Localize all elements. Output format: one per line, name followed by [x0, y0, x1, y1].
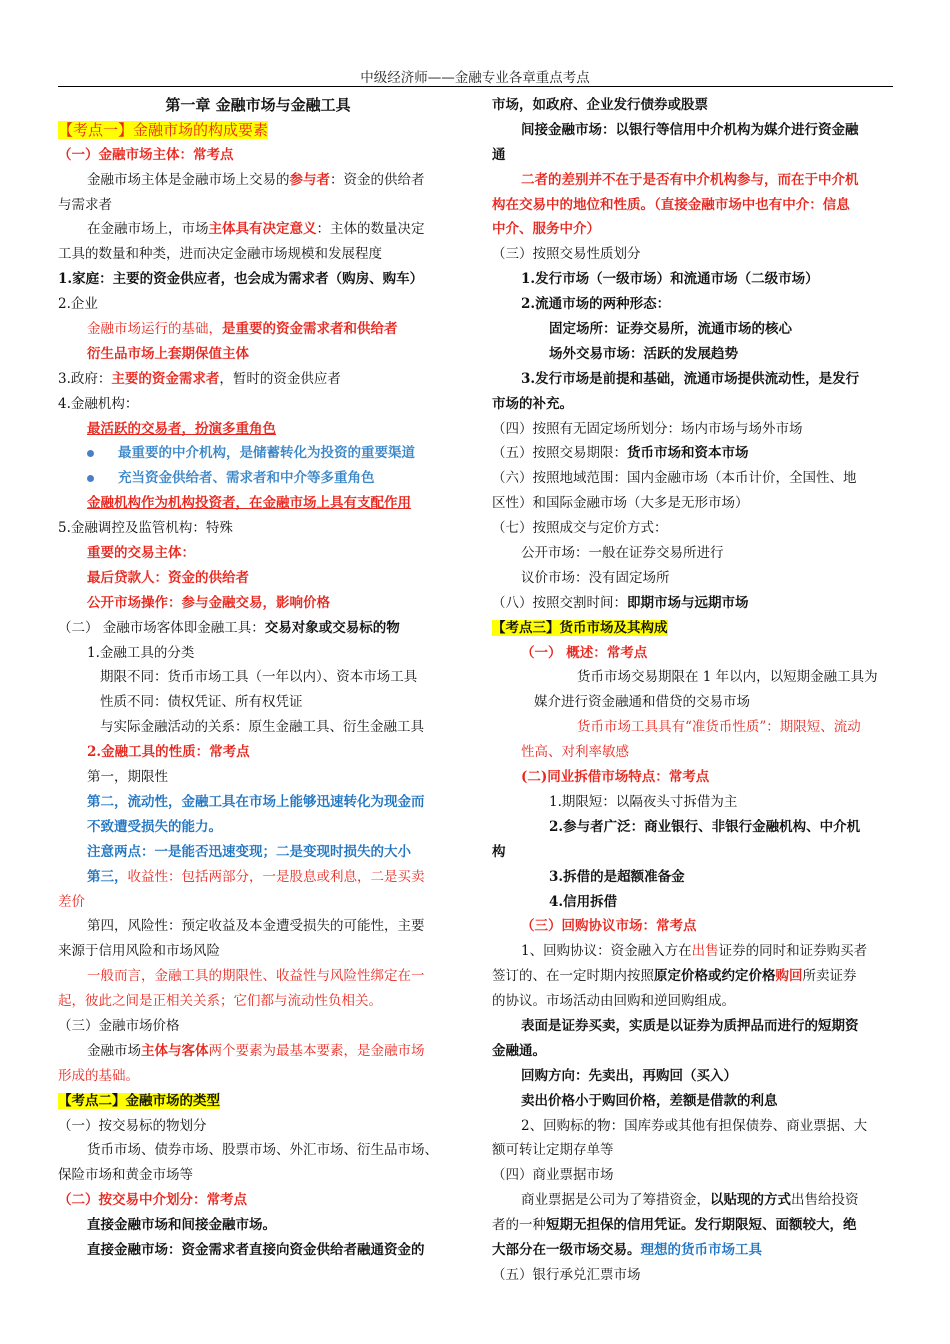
text-line: 的协议。市场活动由回购和逆回购组成。 [492, 993, 735, 1010]
text-line: 第二，流动性，金融工具在市场上能够迅速转化为现金而 [87, 793, 425, 810]
text-line: 市场的补充。 [492, 395, 573, 412]
text: 金融市场运行的基础， [87, 321, 222, 338]
text-line [58, 616, 458, 641]
kp2-label: 【考点二】金融市场的类型 [58, 1092, 220, 1109]
text-line: 区性）和国际金融市场（大多是无形市场） [492, 495, 749, 512]
text-line: (二)同业拆借市场特点：常考点 [521, 769, 710, 786]
kp3-heading [492, 616, 892, 641]
text-line: 公开市场操作：参与金融交易，影响价格 [87, 594, 330, 611]
text-line: （三）按照交易性质划分 [492, 246, 641, 263]
text-line: 5.金融调控及监管机构：特殊 [58, 520, 233, 537]
text-line: 不致遭受损失的能力。 [87, 818, 222, 835]
text-line: 公开市场：一般在证券交易所进行 [521, 545, 724, 562]
text: 最重要的中介机构，是储蓄转化为投资的重要渠道 [118, 445, 415, 462]
text-line [58, 317, 458, 342]
text: 充当资金供给者、需求者和中介等多重角色 [118, 470, 375, 487]
text: 以贴现的方式 [710, 1192, 791, 1209]
s1-title: （一）金融市场主体：常考点 [58, 146, 234, 163]
text: 商业票据是公司为了筹措资金， [521, 1192, 710, 1209]
text-line: 二者的差别并不在于是否有中介机构参与，而在于中介机 [521, 171, 859, 188]
text-line: 形成的基础。 [58, 1067, 139, 1084]
text: 出售 [691, 943, 719, 960]
text: （八）按照交割时间： [492, 594, 627, 611]
text-line: 额可转让定期存单等 [492, 1142, 614, 1159]
text: 主体与客体 [141, 1042, 209, 1059]
text: 主体具有决定意义 [208, 221, 317, 238]
text-line: 与需求者 [58, 196, 112, 213]
text-line: 卖出价格小于购回价格，差额是借款的利息 [521, 1092, 778, 1109]
text-line: 2、回购标的物：国库券或其他有担保债券、商业票据、大 [521, 1117, 868, 1134]
chapter-title: 第一章 金融市场与金融工具 [165, 96, 351, 114]
text: 出售给投资 [791, 1192, 859, 1209]
text-line [58, 168, 458, 193]
text-line: 金融通。 [492, 1042, 546, 1059]
text: 短期无担保的信用凭证。发行期限短、面额较大，绝 [546, 1217, 857, 1234]
text-line: 2.参与者广泛：商业银行、非银行金融机构、中介机 [549, 818, 861, 835]
text-line [492, 964, 892, 989]
text-line: 1.发行市场（一级市场）和流通市场（二级市场） [521, 271, 819, 288]
text: 证券的同时和证券购买者 [718, 943, 868, 960]
text-line: 构在交易中的地位和性质。（直接金融市场中也有中介：信息 [492, 196, 850, 213]
text: ，暂时的资金供应者 [219, 370, 341, 387]
kp1-label: 【考点一】金融市场的构成要素 [58, 120, 269, 139]
text-line: 议价市场：没有固定场所 [521, 569, 670, 586]
text-line: 差价 [58, 893, 85, 910]
text-line: 4.信用拆借 [549, 893, 618, 910]
text-line: 与实际金融活动的关系：原生金融工具、衍生金融工具 [100, 719, 424, 736]
text-line: 起，彼此之间是正相关关系；它们都与流动性负相关。 [58, 993, 382, 1010]
text-line: 间接金融市场：以银行等信用中介机构为媒介进行资金融 [521, 121, 859, 138]
text: 3.政府： [58, 370, 112, 387]
text-line: （五）银行承兑汇票市场 [492, 1266, 641, 1283]
text-line [492, 1213, 892, 1238]
text-line [58, 1039, 458, 1064]
text-line: 2.流通市场的两种形态： [521, 296, 671, 313]
text-line: 1.金融工具的分类 [87, 644, 195, 661]
left-column [58, 93, 458, 1263]
text-line [492, 1188, 892, 1213]
bullet-line [58, 441, 458, 466]
text: 金融市场 [87, 1042, 141, 1059]
kp3-label: 【考点三】货币市场及其构成 [492, 619, 668, 636]
text-line: 3.发行市场是前提和基础，流通市场提供流动性，是发行 [521, 370, 860, 387]
text-line: 衍生品市场上套期保值主体 [87, 345, 249, 362]
text-line [492, 1238, 892, 1263]
text: 所卖证券 [802, 968, 857, 985]
text-line: 货币市场工具具有“准货币性质”：期限短、流动 [577, 719, 861, 736]
text-line: 市场，如政府、企业发行债券或股票 [492, 97, 708, 113]
text-line: 通 [492, 146, 506, 163]
page-header: 中级经济师——金融专业各章重点考点 [360, 70, 590, 86]
bullet-line [58, 466, 458, 491]
text-line: 回购方向：先卖出，再购回（买入） [521, 1067, 737, 1084]
text-line: 工具的数量和种类，进而决定金融市场规模和发展程度 [58, 246, 382, 263]
text: 者的一种 [492, 1217, 546, 1234]
text-line: （一） 概述：常考点 [521, 644, 648, 661]
text-line: 直接金融市场：资金需求者直接向资金供给者融通资金的 [87, 1241, 425, 1258]
text-line: 最后贷款人：资金的供给者 [87, 569, 249, 586]
text: 购回 [775, 968, 803, 985]
text-line: （三）金融市场价格 [58, 1017, 180, 1034]
text: 交易对象或交易标的物 [264, 619, 400, 636]
text: 两个要素为最基本要素，是金融市场 [208, 1042, 425, 1059]
text-line: 2.企业 [58, 296, 98, 313]
text: （五）按照交易期限： [492, 445, 627, 462]
bullet-icon [87, 475, 94, 482]
text: 即期市场与远期市场 [627, 594, 749, 611]
text-line [58, 217, 458, 242]
text: 主要的资金需求者 [111, 370, 220, 387]
text-line: 表面是证券买卖，实质是以证券为质押品而进行的短期资 [521, 1017, 859, 1034]
text: 是重要的资金需求者和供给者 [222, 321, 398, 338]
text-line: 金融机构作为机构投资者，在金融市场上具有支配作用 [87, 495, 411, 512]
text: ：主体的数量决定 [316, 221, 425, 238]
text-line [492, 591, 892, 616]
text-line: 一般而言，金融工具的期限性、收益性与风险性绑定在一 [87, 968, 425, 985]
text-line: 最活跃的交易者，扮演多重角色 [87, 420, 276, 437]
text: 理想的货币市场工具 [640, 1241, 762, 1258]
text-line: （四）商业票据市场 [492, 1167, 614, 1184]
text-line [58, 367, 458, 392]
header-rule [58, 86, 893, 87]
text-line: （三）回购协议市场：常考点 [521, 918, 697, 935]
text-line: 3.拆借的是超额准备金 [549, 868, 685, 885]
text: 签订的、在一定时期内按照 [492, 968, 654, 985]
text-line: 重要的交易主体： [87, 545, 195, 562]
text-line: 1.期限短：以隔夜头寸拆借为主 [549, 793, 738, 810]
text-line: 性高、对利率敏感 [521, 744, 629, 761]
text-line: 保险市场和黄金市场等 [58, 1167, 193, 1184]
text: （二） 金融市场客体即金融工具： [58, 619, 265, 636]
text: 大部分在一级市场交易。 [492, 1241, 641, 1258]
text-line: 货币市场交易期限在 1 年以内，以短期金融工具为 [577, 669, 878, 686]
text-line: 2.金融工具的性质：常考点 [87, 744, 250, 761]
text-line: 固定场所：证券交易所，流通市场的核心 [549, 321, 792, 338]
text: 货币市场和资本市场 [627, 445, 749, 462]
bullet-icon [87, 450, 94, 457]
kp2-heading [58, 1089, 458, 1114]
text-line: 构 [492, 843, 506, 860]
text-line [492, 441, 892, 466]
text-line: 第四，风险性：预定收益及本金遭受损失的可能性，主要 [87, 918, 425, 935]
text: 1、回购协议：资金融入方在 [521, 943, 692, 960]
text: 参与者 [289, 171, 330, 188]
text-line: 4.金融机构： [58, 395, 139, 412]
text-line: 货币市场、债券市场、股票市场、外汇市场、衍生品市场、 [87, 1142, 438, 1159]
text: 在金融市场上，市场 [87, 221, 209, 238]
text-line: 1.家庭：主要的资金供应者，也会成为需求者（购房、购车） [58, 271, 424, 288]
text-line: （六）按照地域范围：国内金融市场（本币计价，全国性、地 [492, 470, 857, 487]
text-line [492, 939, 892, 964]
text-line: （七）按照成交与定价方式： [492, 520, 668, 537]
text-line: 中介、服务中介） [492, 221, 600, 238]
text-line: （四）按照有无固定场所划分：场内市场与场外市场 [492, 420, 803, 437]
text: ：资金的供给者 [330, 171, 425, 188]
kp1-heading [58, 118, 458, 143]
right-column [492, 93, 892, 1288]
text-line: 来源于信用风险和市场风险 [58, 943, 220, 960]
text: 原定价格或约定价格 [654, 968, 776, 985]
text-line: 媒介进行资金融通和借贷的交易市场 [534, 694, 750, 711]
text: 收益性：包括两部分，一是股息或利息，二是买卖 [127, 868, 425, 885]
text-line: 期限不同：货币市场工具（一年以内）、资本市场工具 [100, 669, 418, 686]
text-line: 场外交易市场：活跃的发展趋势 [549, 345, 738, 362]
text-line: 直接金融市场和间接金融市场。 [87, 1217, 276, 1234]
text: 金融市场主体是金融市场上交易的 [87, 171, 290, 188]
text-line: 第一，期限性 [87, 769, 168, 786]
text-line [58, 865, 458, 890]
text-line: （一）按交易标的物划分 [58, 1117, 207, 1134]
text-line: （二）按交易中介划分：常考点 [58, 1192, 247, 1209]
text-line: 性质不同：债权凭证、所有权凭证 [100, 694, 303, 711]
text-line: 注意两点：一是能否迅速变现；二是变现时损失的大小 [87, 843, 411, 860]
text: 第三， [87, 868, 128, 885]
